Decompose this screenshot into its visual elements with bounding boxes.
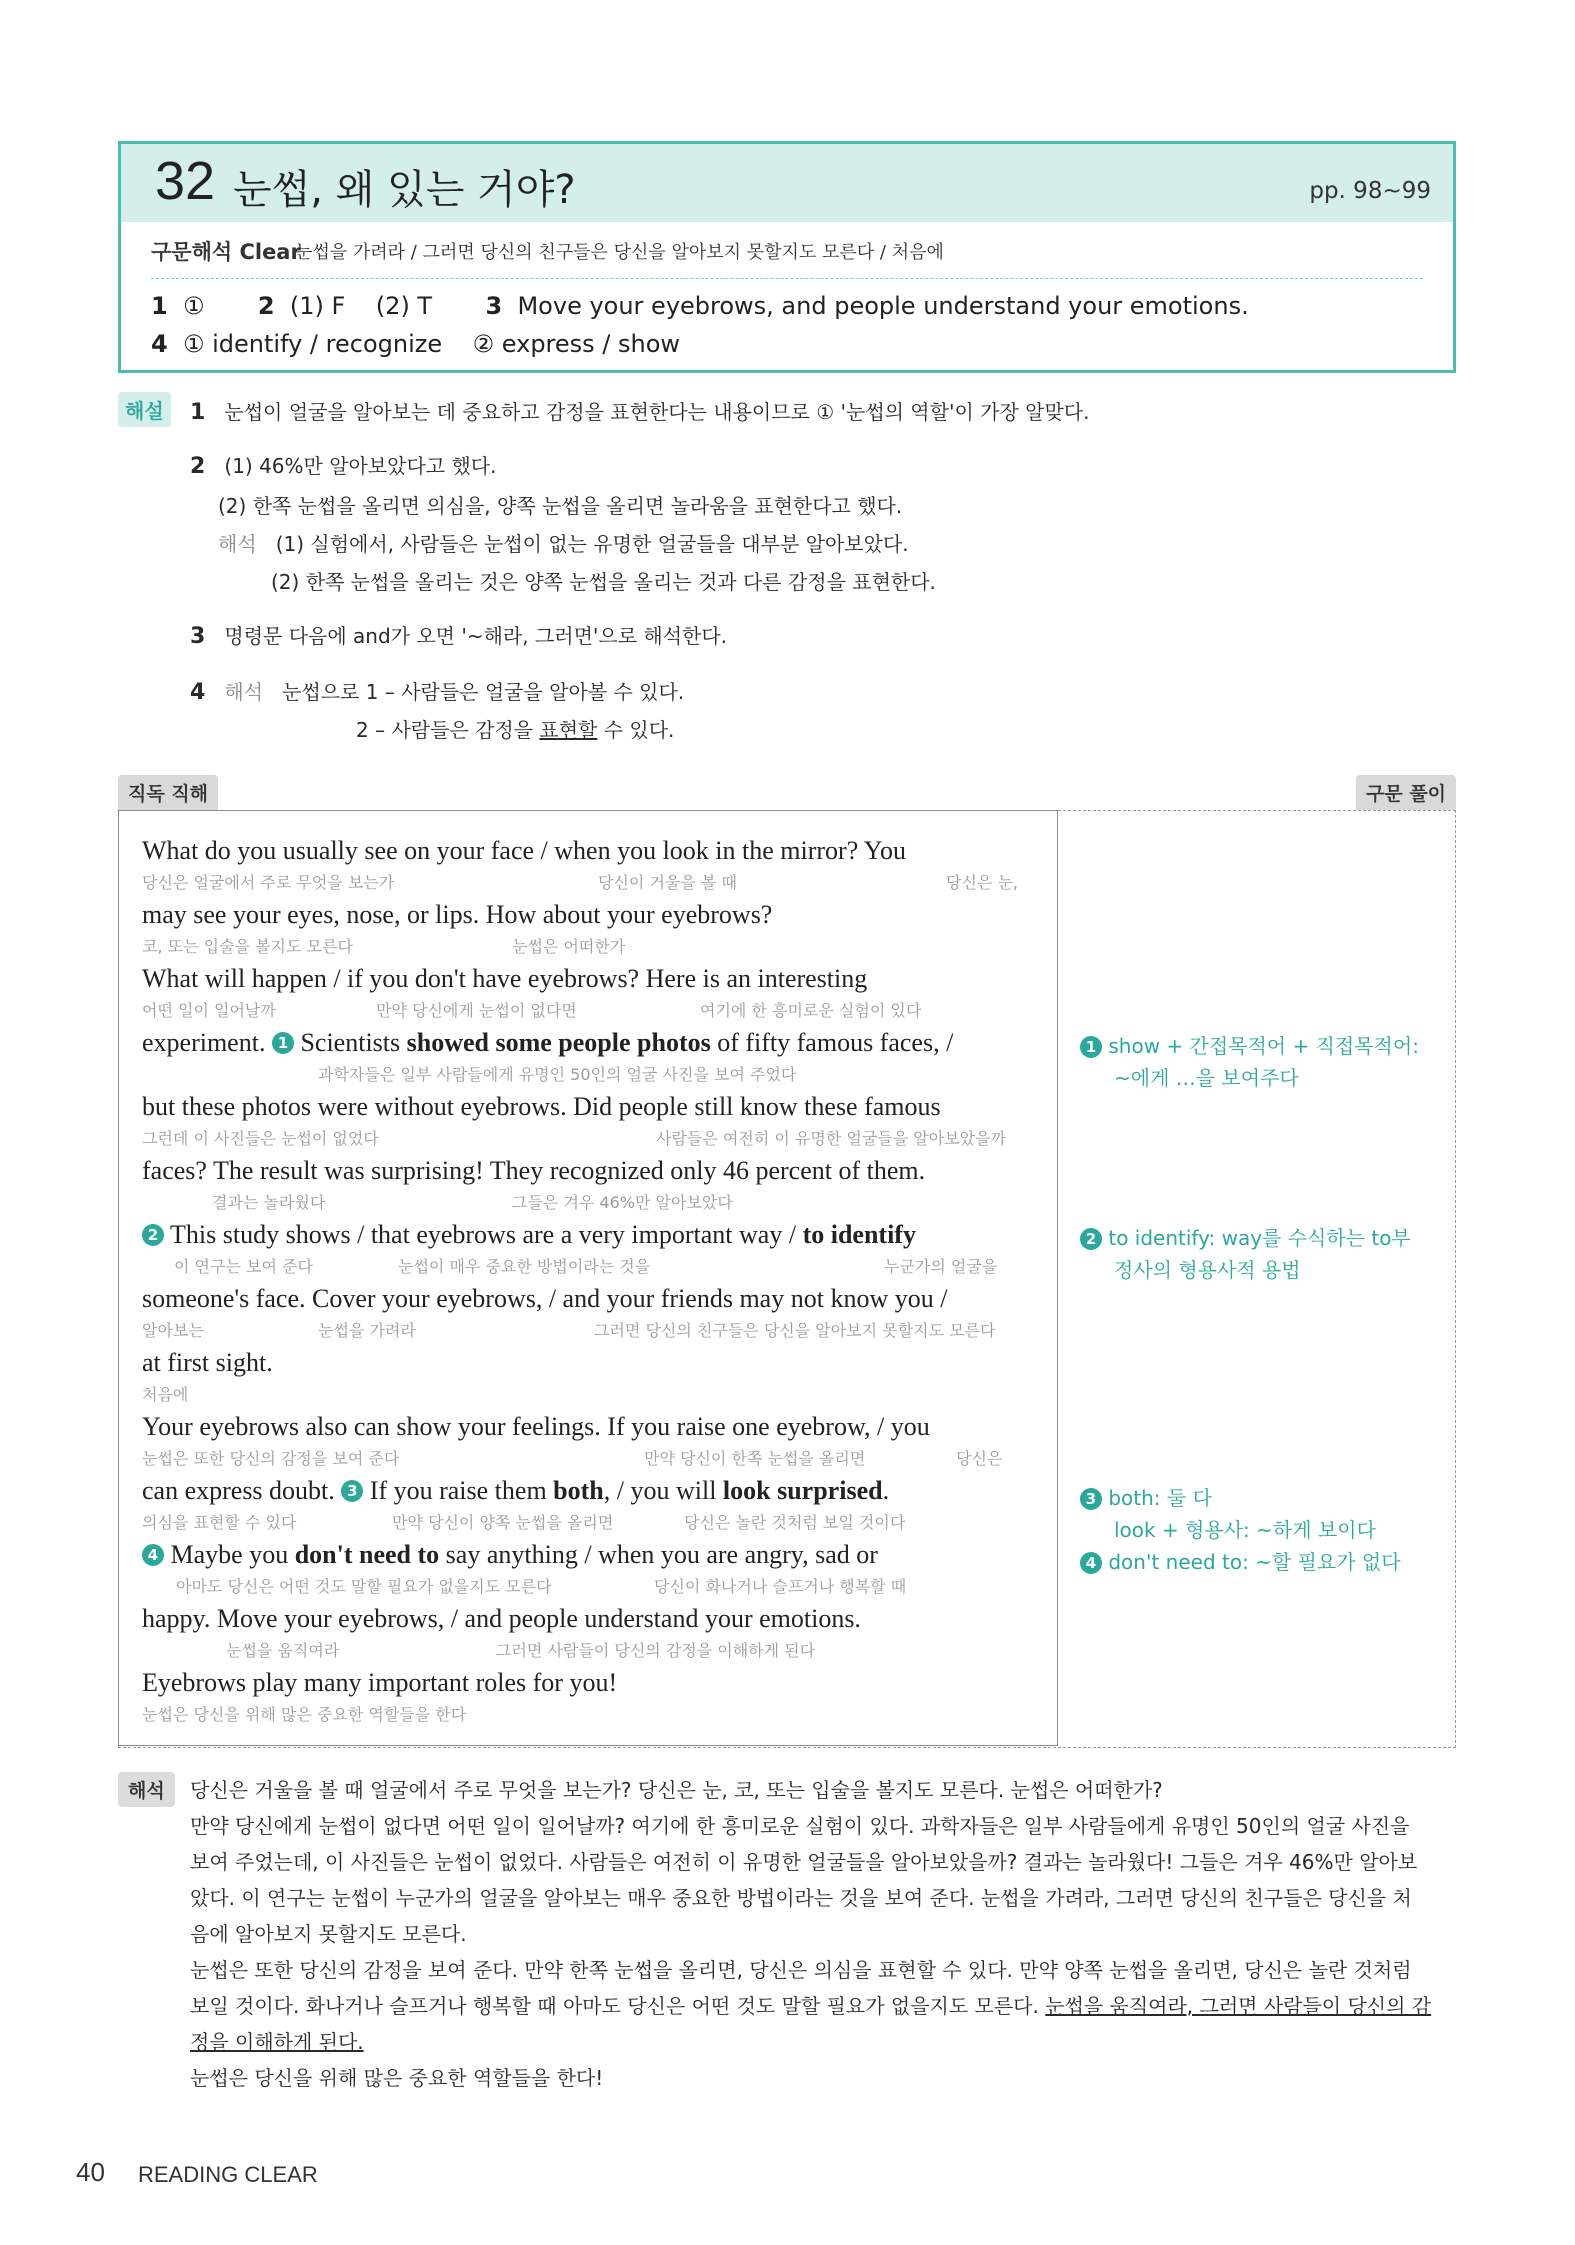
- note-marker-3: 3: [341, 1480, 363, 1502]
- gloss: 처음에: [142, 1385, 189, 1404]
- gloss: 그런데 이 사진들은 눈썹이 없었다: [142, 1129, 379, 1148]
- emphasis: showed some people photos: [406, 1028, 711, 1057]
- answer-2-number: 2: [257, 292, 275, 320]
- grammar-note-4: [1080, 1546, 1401, 1575]
- emphasis: both: [553, 1476, 604, 1505]
- explanation-q4: [190, 676, 684, 705]
- q2-sub-label: 해석: [218, 532, 257, 556]
- gloss: 여기에 한 흥미로운 실험이 있다: [700, 1001, 922, 1020]
- gloss: 의심을 표현할 수 있다: [142, 1513, 297, 1532]
- reading-line-11: [142, 1476, 889, 1506]
- translation-line-3: 보여 주었는데, 이 사진들은 눈썹이 없었다. 사람들은 여전히 이 유명한 얼굴들을 알아보았을까? 결과는 놀라웠다! 그들은 겨우 46%만 알아보: [190, 1850, 1418, 1874]
- gloss: 아마도 당신은 어떤 것도 말할 필요가 없을지도 모른다: [176, 1577, 552, 1596]
- q1-text: 눈썹이 얼굴을 알아보는 데 중요하고 감정을 표현한다는 내용이므로 ① '눈썹의 역할'이 가장 알맞다.: [224, 400, 1090, 424]
- gloss: 당신은 얼굴에서 주로 무엇을 보는가: [142, 873, 395, 892]
- q1-number: 1: [190, 400, 206, 425]
- text: If you raise them: [363, 1476, 554, 1505]
- emphasis: to identify: [802, 1220, 916, 1249]
- reading-line-14: Eyebrows play many important roles for you!: [142, 1668, 618, 1697]
- emphasis: don't need to: [294, 1540, 440, 1569]
- book-title: READING CLEAR: [138, 2162, 318, 2187]
- q4-line-2-pre: 2 – 사람들은 감정을: [356, 718, 540, 742]
- reading-line-4: [142, 1028, 953, 1058]
- gloss: 이 연구는 보여 준다: [174, 1257, 313, 1276]
- reading-tag: 직독 직해: [118, 775, 218, 810]
- gloss: 눈썹이 매우 중요한 방법이라는 것을: [398, 1257, 651, 1276]
- note-text: show + 간접목적어 + 직접목적어:: [1108, 1034, 1419, 1058]
- note-marker-4: 4: [142, 1544, 164, 1566]
- note-marker-1: 1: [272, 1032, 294, 1054]
- translation-line-2: 만약 당신에게 눈썹이 없다면 어떤 일이 일어날까? 여기에 한 흥미로운 실험이 있다. 과학자들은 일부 사람들에게 유명인 50인의 얼굴 사진을: [190, 1814, 1410, 1838]
- gloss: 당신은: [956, 1449, 1003, 1468]
- q3-text: 명령문 다음에 and가 오면 '~해라, 그러면'으로 해석한다.: [224, 624, 728, 648]
- reading-line-3: What will happen / if you don't have eyebrows? Here is an interesting: [142, 964, 868, 993]
- gloss: 눈썹을 움직여라: [226, 1641, 340, 1660]
- note-marker: 3: [1080, 1488, 1102, 1510]
- text: Scientists: [293, 1028, 407, 1057]
- q4-line-2: [356, 714, 674, 743]
- text: , / you will: [603, 1476, 723, 1505]
- text: of fifty famous faces, /: [710, 1028, 954, 1057]
- note-text: both: 둘 다: [1108, 1486, 1212, 1510]
- q4-number: 4: [190, 680, 206, 705]
- lesson-number: 32: [155, 151, 216, 211]
- explanation-tag: 해설: [118, 392, 171, 427]
- grammar-note-1b: ~에게 …을 보여주다: [1114, 1066, 1299, 1090]
- text: This study shows / that eyebrows are a very important way /: [164, 1220, 803, 1249]
- clear-text: 눈썹을 가려라 / 그러면 당신의 친구들은 당신을 알아보지 못할지도 모른다 / 처음에: [295, 242, 944, 263]
- q2-line-2: (2) 한쪽 눈썹을 올리면 의심을, 양쪽 눈썹을 올리면 놀라움을 표현한다고 했다.: [218, 494, 903, 518]
- gloss: 어떤 일이 일어날까: [142, 1001, 276, 1020]
- q2-line-1: (1) 46%만 알아보았다고 했다.: [224, 454, 497, 478]
- answer-line-1: [151, 292, 1249, 320]
- grammar-tag: 구문 풀이: [1356, 775, 1456, 810]
- gloss: 당신이 거울을 볼 때: [598, 873, 737, 892]
- text: .: [882, 1476, 890, 1505]
- gloss: 눈썹은 당신을 위해 많은 중요한 역할들을 한다: [142, 1705, 467, 1724]
- q4-underlined-word: 표현할: [539, 718, 598, 742]
- lesson-header: [121, 144, 1453, 222]
- translation-tag: 해석: [118, 1772, 175, 1807]
- gloss: 알아보는: [142, 1321, 204, 1340]
- text: say anything / when you are angry, sad or: [439, 1540, 878, 1569]
- gloss: 만약 당신이 한쪽 눈썹을 올리면: [644, 1449, 866, 1468]
- answer-3-number: 3: [485, 292, 503, 320]
- reading-line-9: at first sight.: [142, 1348, 273, 1377]
- reading-line-12: [142, 1540, 878, 1570]
- note-text: to identify: way를 수식하는 to부: [1108, 1226, 1411, 1250]
- gloss: 결과는 놀라웠다: [212, 1193, 326, 1212]
- q4-line-1: 눈썹으로 1 – 사람들은 얼굴을 알아볼 수 있다.: [282, 680, 685, 704]
- gloss: 당신이 화나거나 슬프거나 행복할 때: [654, 1577, 907, 1596]
- gloss: 만약 당신에게 눈썹이 없다면: [376, 1001, 577, 1020]
- text: Maybe you: [164, 1540, 295, 1569]
- q2-sub-1: [218, 528, 909, 557]
- reading-line-13: happy. Move your eyebrows, / and people understand your emotions.: [142, 1604, 861, 1633]
- underlined-text: 정을 이해하게 된다.: [190, 2030, 364, 2054]
- clear-label: 구문해석 Clear: [151, 240, 301, 264]
- q2-number: 2: [190, 454, 206, 479]
- reading-line-7: [142, 1220, 916, 1250]
- translation-line-9: 눈썹은 당신을 위해 많은 중요한 역할들을 한다!: [190, 2066, 604, 2090]
- translation-line-7: [190, 1990, 1431, 2019]
- gloss: 당신은 눈,: [946, 873, 1018, 892]
- gloss: 눈썹을 가려라: [318, 1321, 416, 1340]
- reading-line-1: What do you usually see on your face / when you look in the mirror? You: [142, 836, 906, 865]
- answer-3: Move your eyebrows, and people understand your emotions.: [517, 292, 1249, 320]
- note-marker: 2: [1080, 1228, 1102, 1250]
- note-marker: 1: [1080, 1036, 1102, 1058]
- grammar-note-2: [1080, 1222, 1411, 1251]
- gloss: 눈썹은 또한 당신의 감정을 보여 준다: [142, 1449, 400, 1468]
- answer-4: ① identify / recognize ② express / show: [182, 330, 681, 358]
- gloss: 그들은 겨우 46%만 알아보았다: [512, 1193, 733, 1212]
- translation-line-8: [190, 2026, 364, 2055]
- gloss: 그러면 사람들이 당신의 감정을 이해하게 된다: [496, 1641, 816, 1660]
- text: can express doubt.: [142, 1476, 342, 1505]
- answer-4-number: 4: [151, 330, 168, 358]
- answer-divider: [151, 278, 1423, 279]
- explanation-q3: [190, 620, 727, 649]
- reading-line-10: Your eyebrows also can show your feelings. If you raise one eyebrow, / you: [142, 1412, 930, 1441]
- emphasis: look surprised: [722, 1476, 883, 1505]
- note-marker: 4: [1080, 1552, 1102, 1574]
- answer-1: ①: [182, 292, 205, 320]
- q4-line-2-post: 수 있다.: [597, 718, 675, 742]
- q2-sub-2: (2) 한쪽 눈썹을 올리는 것은 양쪽 눈썹을 올리는 것과 다른 감정을 표현한다.: [271, 570, 936, 594]
- text: 보일 것이다. 화나거나 슬프거나 행복할 때 아마도 당신은 어떤 것도 말할 필요가 없을지도 모른다.: [190, 1994, 1046, 2018]
- note-text: don't need to: ~할 필요가 없다: [1108, 1550, 1401, 1574]
- gloss: 코, 또는 입술을 볼지도 모른다: [142, 937, 353, 956]
- gloss: 당신은 놀란 것처럼 보일 것이다: [684, 1513, 906, 1532]
- grammar-note-2b: 정사의 형용사적 용법: [1114, 1258, 1301, 1282]
- reading-line-5: but these photos were without eyebrows. Did people still know these famous: [142, 1092, 941, 1121]
- text: experiment.: [142, 1028, 272, 1057]
- translation-line-5: 음에 알아보지 못할지도 모른다.: [190, 1922, 467, 1946]
- translation-line-4: 았다. 이 연구는 눈썹이 누군가의 얼굴을 알아보는 매우 중요한 방법이라는 것을 보여 준다. 눈썹을 가려라, 그러면 당신의 친구들은 당신을 처: [190, 1886, 1412, 1910]
- gloss: 만약 당신이 양쪽 눈썹을 올리면: [392, 1513, 614, 1532]
- grammar-note-3: [1080, 1482, 1212, 1511]
- explanation-q1: [190, 396, 1089, 425]
- gloss: 누군가의 얼굴을: [884, 1257, 998, 1276]
- answer-line-2: [151, 330, 680, 358]
- underlined-text: 눈썹을 움직여라, 그러면 사람들이 당신의 감: [1045, 1994, 1432, 2018]
- answer-box: [118, 141, 1456, 373]
- page-range: pp. 98~99: [1309, 178, 1431, 204]
- reading-line-6: faces? The result was surprising! They recognized only 46 percent of them.: [142, 1156, 926, 1185]
- grammar-note-3b: look + 형용사: ~하게 보이다: [1114, 1518, 1376, 1542]
- q4-label: 해석: [224, 680, 264, 704]
- translation-line-1: 당신은 거울을 볼 때 얼굴에서 주로 무엇을 보는가? 당신은 눈, 코, 또는 입술을 볼지도 모른다. 눈썹은 어떠한가?: [190, 1778, 1163, 1802]
- translation-line-6: 눈썹은 또한 당신의 감정을 보여 준다. 만약 한쪽 눈썹을 올리면, 당신은 의심을 표현할 수 있다. 만약 양쪽 눈썹을 올리면, 당신은 놀란 것처럼: [190, 1958, 1412, 1982]
- page-number: 40: [76, 2157, 105, 2187]
- gloss: 과학자들은 일부 사람들에게 유명인 50인의 얼굴 사진을 보여 주었다: [318, 1065, 797, 1084]
- gloss: 눈썹은 어떠한가: [512, 937, 626, 956]
- note-marker-2: 2: [142, 1224, 164, 1246]
- reading-line-8: someone's face. Cover your eyebrows, / and your friends may not know you /: [142, 1284, 948, 1313]
- gloss: 사람들은 여전히 이 유명한 얼굴들을 알아보았을까: [656, 1129, 1007, 1148]
- gloss: 그러면 당신의 친구들은 당신을 알아보지 못할지도 모른다: [594, 1321, 996, 1340]
- q3-number: 3: [190, 624, 206, 649]
- q2-sub-1-text: (1) 실험에서, 사람들은 눈썹이 없는 유명한 얼굴들을 대부분 알아보았다.: [275, 532, 909, 556]
- grammar-note-1: [1080, 1030, 1419, 1059]
- explanation-q2: [190, 450, 496, 479]
- reading-line-2: may see your eyes, nose, or lips. How about your eyebrows?: [142, 900, 773, 929]
- lesson-title: 눈썹, 왜 있는 거야?: [233, 167, 576, 213]
- answer-2: (1) F (2) T: [289, 292, 433, 320]
- answer-1-number: 1: [151, 292, 168, 320]
